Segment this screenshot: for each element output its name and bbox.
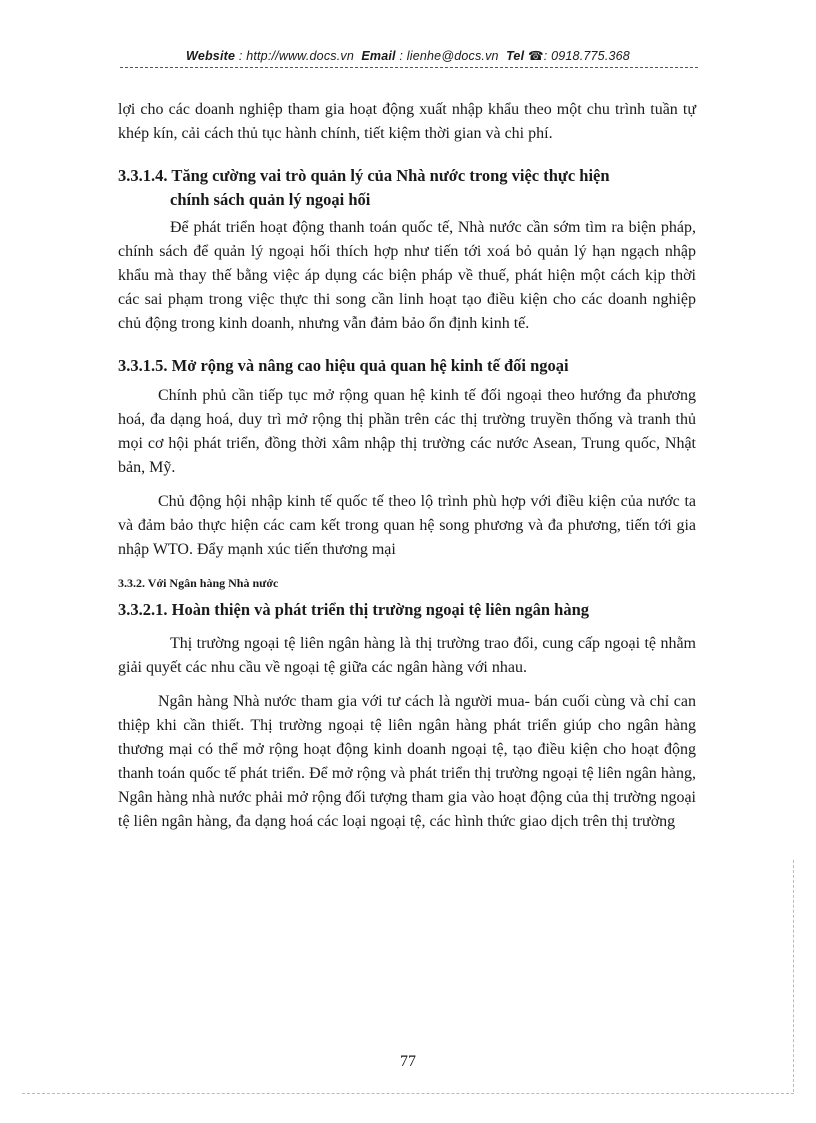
page-number: 77 — [400, 1053, 416, 1070]
email-label: Email — [361, 49, 396, 63]
heading-3314-line2: chính sách quản lý ngoại hối — [170, 190, 371, 209]
heading-3315: 3.3.1.5. Mở rộng và nâng cao hiệu quả quan hệ kinh tế đối ngoại — [118, 356, 569, 375]
header-divider — [120, 67, 698, 68]
paragraph-6: Ngân hàng Nhà nước tham gia với tư cách là người mua- bán cuối cùng và chỉ can thiệp khi cần thiết. Thị trường ngoại tệ liên ngân hàng phát triển giúp cho ngân hàng thương mại có thể mở rộng hoạt động kinh doanh ngoại tệ, tạo điều kiện cho hoạt động thanh toán quốc tế phát triển. Để mở rộng và phát triển thị trường ngoại tệ liên ngân hàng, Ngân hàng nhà nước phải mở rộng đối tượng tham gia vào hoạt động của thị trường ngoại tệ liên ngân hàng, đa dạng hoá các loại ngoại tệ, các hình thức giao dịch trên thị trường — [118, 693, 696, 830]
phone-icon: ☎ — [527, 49, 544, 63]
paragraph-5: Thị trường ngoại tệ liên ngân hàng là thị trường trao đổi, cung cấp ngoại tệ nhằm giải quyết các nhu cầu về ngoại tệ giữa các ngân hàng với nhau. — [118, 635, 696, 676]
right-border — [793, 860, 794, 1092]
paragraph-4: Chủ động hội nhập kinh tế quốc tế theo lộ trình phù hợp với điều kiện của nước ta và đảm bảo thực hiện các cam kết trong quan hệ song phương và đa phương, tiến tới gia nhập WTO. Đẩy mạnh xúc tiến thương mại — [118, 493, 696, 558]
paragraph-3: Chính phủ cần tiếp tục mở rộng quan hệ kinh tế đối ngoại theo hướng đa phương hoá, đa dạng hoá, duy trì mở rộng thị phần trên các thị trường truyền thống và tranh thủ mọi cơ hội phát triển, đồng thời xâm nhập thị trường các nước Asean, Trung quốc, Nhật bản, Mỹ. — [118, 387, 696, 476]
website-value: : http://www.docs.vn — [238, 49, 355, 63]
paragraph-2: Để phát triển hoạt động thanh toán quốc tế, Nhà nước cần sớm tìm ra biện pháp, chính sách để quản lý ngoại hối thích hợp như tiến tới xoá bỏ quản lý hạn ngạch nhập khẩu mà thay thế bằng việc áp dụng các biện pháp về thuế, phát hiện một cách kịp thời các sai phạm trong việc thực thi song cần linh hoạt tạo điều kiện cho các doanh nghiệp chủ động trong kinh doanh, nhưng vẫn đảm bảo ổn định kinh tế. — [118, 219, 696, 332]
bottom-border — [22, 1093, 794, 1094]
tel-label: Tel — [506, 49, 525, 63]
page-content — [118, 98, 696, 834]
page-header — [0, 48, 816, 63]
tel-value: : 0918.775.368 — [543, 49, 630, 63]
paragraph-1: lợi cho các doanh nghiệp tham gia hoạt động xuất nhập khẩu theo một chu trình tuần tự khép kín, cải cách thủ tục hành chính, tiết kiệm thời gian và chi phí. — [118, 101, 696, 142]
email-value: : lienhe@docs.vn — [399, 49, 499, 63]
heading-3321: 3.3.2.1. Hoàn thiện và phát triển thị trường ngoại tệ liên ngân hàng — [118, 600, 590, 619]
website-label: Website — [186, 49, 236, 63]
heading-332: 3.3.2. Với Ngân hàng Nhà nước — [118, 576, 279, 590]
heading-3314-line1: 3.3.1.4. Tăng cường vai trò quản lý của Nhà nước trong việc thực hiện — [118, 166, 610, 185]
